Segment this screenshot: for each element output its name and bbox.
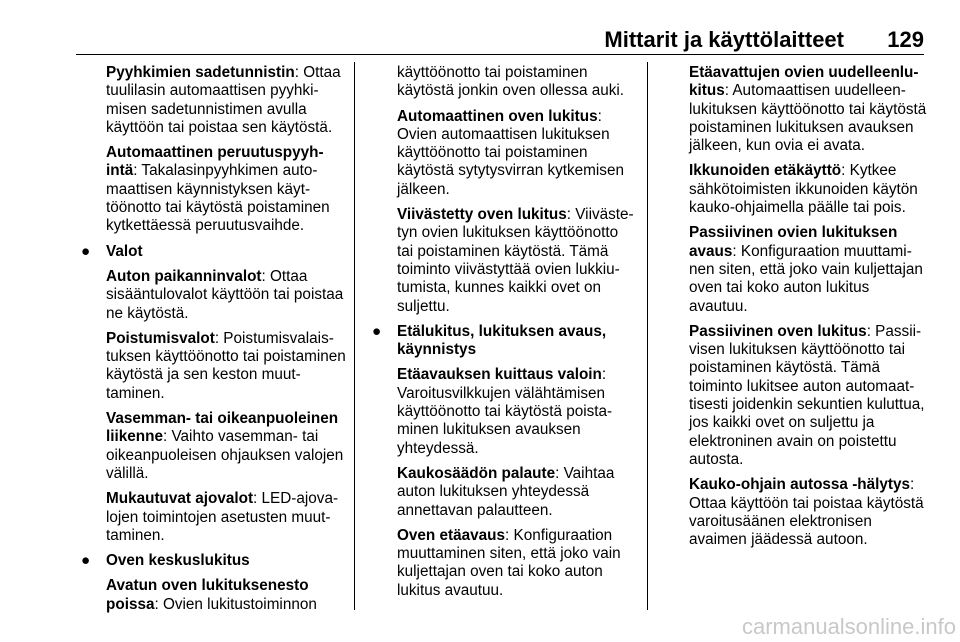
- term: Avatun oven lukituksenesto poissa: [106, 577, 309, 613]
- paragraph: [77, 490, 349, 545]
- description: : Takalasinpyyhkimen automaattisen käynnistyksen käyttöönotto tai käytöstä poistaminen kytkettäessä peruutusvaihde.: [106, 162, 330, 235]
- description: käyttöönotto tai poistaminen käytöstä jonkin oven ollessa auki.: [397, 64, 625, 100]
- term: Passiivinen ovien lukituksen avaus: [689, 224, 898, 260]
- description: : Automaattisen uudelleenlukituksen käyttöönotto tai käytöstä poistaminen lukituksen avauksen jälkeen, kun ovia ei avata.: [689, 82, 927, 155]
- term: Mukautuvat ajovalot: [106, 490, 254, 508]
- term: Etäavattujen ovien uudelleenlukitus: [689, 64, 919, 100]
- description: : LED-ajovalojen toimintojen asetusten muuttaminen.: [106, 490, 339, 544]
- paragraph: [660, 476, 930, 549]
- term: Kaukosäädön palaute: [397, 464, 556, 482]
- paragraph: [660, 64, 930, 155]
- paragraph: [660, 224, 930, 315]
- paragraph: [368, 64, 634, 101]
- description: : Passiivisen lukituksen käyttöönotto tai poistaminen käytöstä. Tämä toiminto lukitsee auton automaattisesti joidenkin sekuntien kuluttua, jos kaikki ovet on suljettu ja elektroninen avain on poistettu autosta.: [689, 322, 925, 468]
- description: : Ottaa tuulilasin automaattisen pyyhkimisen sadetunnistimen avulla käyttöön tai poistaa sen käytöstä.: [106, 64, 341, 136]
- bullet-icon: ●: [372, 322, 382, 340]
- description: : Vaihtaa auton lukituksen yhteydessä annettavan palautteen.: [397, 464, 615, 519]
- description: : Vaihto vasemman- tai oikeanpuoleisen ohjauksen valojen välillä.: [106, 428, 344, 482]
- page-header: [76, 28, 924, 52]
- description: : Poistumisvalaistuksen käyttöönotto tai poistaminen käytöstä ja sen keston muuttaminen.: [106, 329, 346, 402]
- paragraph: [77, 144, 349, 235]
- description: : Konfiguraation muuttaminen siten, että joko vain kuljettajan oven tai koko auton lukitus avautuu.: [397, 526, 621, 599]
- description: : Viivästetyn ovien lukituksen käyttöönotto tai poistaminen käytöstä. Tämä toiminto viivästyttää ovien lukkiutumista, kunnes kaikki ovet on suljettu.: [397, 206, 634, 315]
- paragraph: [368, 465, 634, 520]
- bullet-icon: ●: [81, 552, 91, 570]
- term: Kauko-ohjain autossa -hälytys: [689, 476, 911, 494]
- term: Pyyhkimien sadetunnistin: [106, 64, 295, 81]
- column-divider-2: [647, 62, 648, 610]
- column-1: [77, 64, 349, 621]
- term: Auton paikanninvalot: [106, 267, 262, 285]
- paragraph: [77, 577, 349, 614]
- paragraph: [368, 527, 634, 600]
- column-divider-1: [354, 62, 355, 610]
- paragraph: [77, 330, 349, 403]
- term: Ikkunoiden etäkäyttö: [689, 162, 842, 180]
- term: Automaattinen peruutuspyyhintä: [106, 144, 324, 180]
- description: : Ottaa käyttöön tai poistaa käytöstä varoitusäänen elektronisen avaimen jäädessä autoon.: [689, 476, 924, 549]
- column-2: [368, 64, 634, 607]
- description: : Ottaa sisääntulovalot käyttöön tai poistaa ne käytöstä.: [106, 267, 344, 322]
- bullet-heading: ● Etälukitus, lukituksen avaus, käynnistys: [372, 322, 607, 359]
- term: Automaattinen oven lukitus: [397, 107, 598, 125]
- paragraph: [660, 323, 930, 469]
- bullet-heading: ● Oven keskuslukitus: [81, 552, 250, 570]
- term: Poistumisvalot: [106, 329, 215, 347]
- page-number: 129: [887, 27, 924, 52]
- bullet-icon: ●: [81, 242, 91, 260]
- term: Oven etäavaus: [397, 526, 505, 544]
- paragraph: [368, 206, 634, 316]
- description: : Ovien automaattisen lukituksen käyttöönotto tai poistaminen käytöstä sytytysvirran kytkemisen jälkeen.: [397, 107, 624, 198]
- term: Vasemman- tai oikeanpuoleinen liikenne: [106, 410, 339, 446]
- bullet-heading: ● Valot: [81, 242, 143, 260]
- paragraph: [368, 108, 634, 199]
- paragraph: [660, 162, 930, 217]
- description: : Konfiguraation muuttaminen siten, että joko vain kuljettajan oven tai koko auton lukitus avautuu.: [689, 242, 923, 315]
- description: : Ovien lukitustoiminnon: [154, 595, 317, 613]
- paragraph: [77, 268, 349, 323]
- header-rule: [76, 54, 924, 55]
- column-3: [660, 64, 930, 556]
- term: Etäavauksen kuittaus valoin: [397, 366, 602, 384]
- paragraph: [77, 410, 349, 483]
- watermark: carmanualsonline.info: [741, 614, 956, 639]
- description: : Varoitusvilkkujen välähtämisen käyttöönotto tai käytöstä poistaminen lukituksen avauksen yhteydessä.: [397, 366, 613, 457]
- paragraph: [77, 64, 349, 137]
- description: : Kytkee sähkötoimisten ikkunoiden käytön kauko-ohjaimella päälle tai pois.: [689, 162, 918, 217]
- term: Viivästetty oven lukitus: [397, 206, 567, 224]
- term: Passiivinen oven lukitus: [689, 322, 867, 340]
- paragraph: [368, 366, 634, 457]
- page-title: Mittarit ja käyttölaitteet: [604, 27, 844, 52]
